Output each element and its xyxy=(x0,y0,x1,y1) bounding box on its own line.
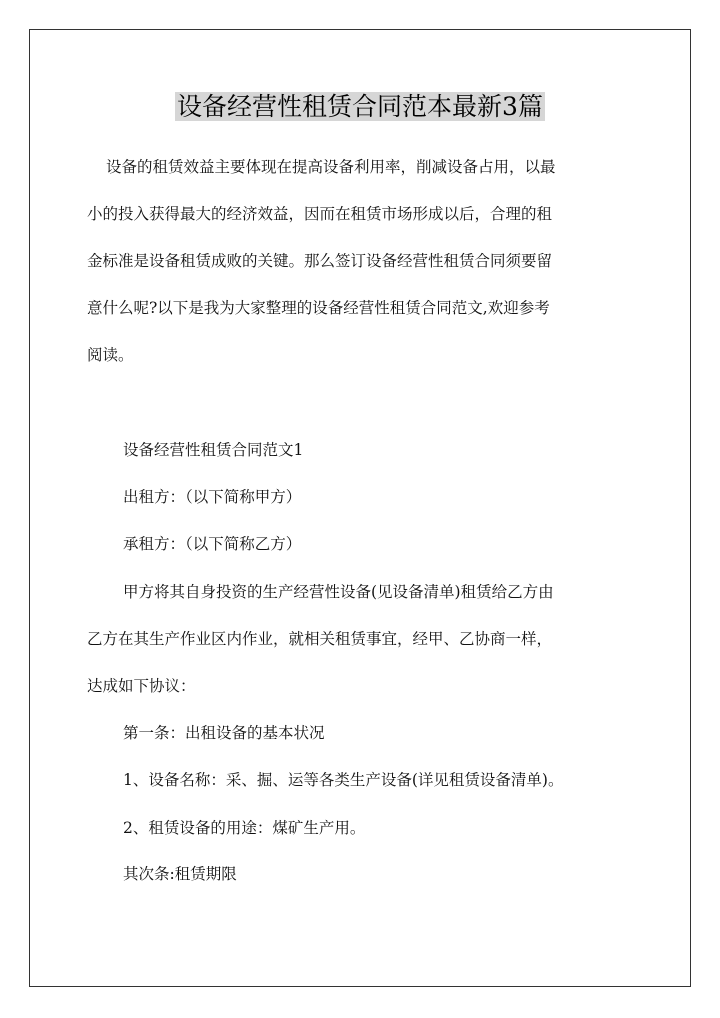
intro-line-4: 意什么呢?以下是我为大家整理的设备经营性租赁合同范文,欢迎参考 xyxy=(87,299,550,317)
paragraph-line-2: 乙方在其生产作业区内作业，就相关租赁事宜，经甲、乙协商一样， xyxy=(87,630,553,648)
intro-line-2: 小的投入获得最大的经济效益，因而在租赁市场形成以后，合理的租 xyxy=(87,205,553,223)
lessor-line: 出租方：（以下简称甲方） xyxy=(123,488,302,506)
document-title-text: 设备经营性租赁合同范本最新3篇 xyxy=(177,92,543,121)
article-2-title: 其次条:租赁期限 xyxy=(123,865,237,883)
intro-line-5: 阅读。 xyxy=(87,346,134,364)
section-title: 设备经营性租赁合同范文1 xyxy=(123,441,304,459)
article-1-title: 第一条：出租设备的基本状况 xyxy=(123,724,325,742)
intro-line-3: 金标准是设备租赁成败的关键。那么签订设备经营性租赁合同须要留 xyxy=(87,252,553,270)
intro-line-1: 设备的租赁效益主要体现在提高设备利用率，削减设备占用，以最 xyxy=(106,158,556,176)
paragraph-line-3: 达成如下协议： xyxy=(87,677,196,695)
article-1-item-1: 1、设备名称：采、掘、运等各类生产设备(详见租赁设备清单)。 xyxy=(123,771,564,789)
paragraph-line-1: 甲方将其自身投资的生产经营性设备(见设备清单)租赁给乙方由 xyxy=(123,583,554,601)
lessee-line: 承租方：（以下简称乙方） xyxy=(123,535,302,553)
article-1-item-2: 2、租赁设备的用途：煤矿生产用。 xyxy=(123,819,366,837)
document-body xyxy=(87,0,647,1018)
